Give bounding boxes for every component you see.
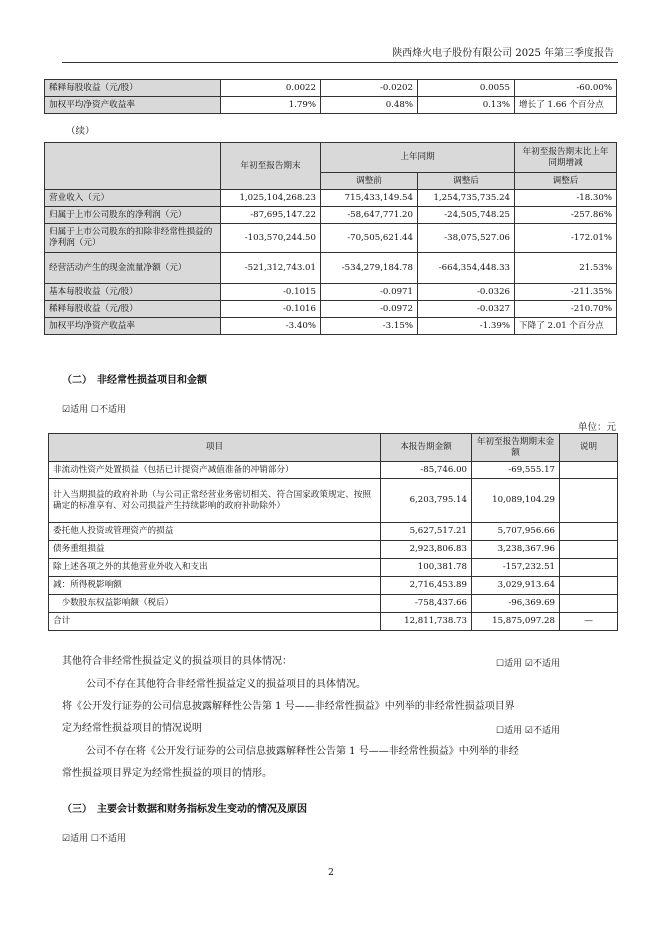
report-header-title: 陕西烽火电子股份有限公司 2025 年第三季度报告 [392,48,614,59]
cell-value: -0.0326 [418,284,515,301]
cell-value: -0.0202 [321,80,418,97]
header-ytd-period: 年初至报告期期末金额 [472,434,560,462]
cell-value: -96,369.69 [472,595,560,613]
changes-checkbox-group[interactable]: ☑适用 ☐不适用 [62,834,126,844]
other-items-text: 公司不存在其他符合非经常性损益定义的损益项目的具体情况。 [86,679,366,690]
header-note: 说明 [560,434,618,462]
table-row [49,479,618,523]
cell-value: 1,025,104,268.23 [221,190,321,207]
cell-note [560,559,618,577]
cell-note [560,577,618,595]
applicable-checkbox-group[interactable]: ☑适用 ☐不适用 [62,405,126,415]
cell-note [560,541,618,559]
cell-value: 3,029,913.64 [472,577,560,595]
reclass-statement-line2: 常性损益项目界定为经常性损益的项目的情形。 [62,768,272,779]
reclass-text-line1: 将《公开发行证券的公司信息披露解释性公告第 1 号——非经常性损益》中列举的非经常性损益项目界 [62,701,515,712]
header-blank [45,143,221,190]
ytd-metrics-table [44,142,617,335]
cell-value: -60.00% [515,80,617,97]
item-label: 减：所得税影响额 [49,577,381,595]
cell-value: 12,811,738.73 [381,613,472,631]
other-items-checkbox-group[interactable]: ☐适用 ☑不适用 [496,659,560,669]
cell-value: -534,279,184.78 [321,253,418,284]
row-label: 加权平均净资产收益率 [45,318,221,335]
row-label: 经营活动产生的现金流量净额（元） [45,253,221,284]
header-ytd: 年初至报告期末 [221,143,321,190]
header-change-after: 调整后 [515,173,617,190]
cell-value: -0.1015 [221,284,321,301]
row-label: 加权平均净资产收益率 [45,97,221,114]
cell-value: -69,555.17 [472,462,560,479]
header-item: 项目 [49,434,381,462]
cell-value: -24,505,748.25 [418,207,515,224]
table-header-row [49,434,618,462]
table-header-row [45,143,617,173]
cell-value: 1.79% [221,97,321,114]
cell-value: 5,707,956.66 [472,523,560,541]
item-label: 债务重组损益 [49,541,381,559]
cell-value: 21.53% [515,253,617,284]
cell-value: -758,437.66 [381,595,472,613]
table-row [49,523,618,541]
table-row [45,97,617,114]
reclass-text-line2: 定为经常性损益项目的情况说明 [62,723,202,734]
section-heading-nonrecurring: （二） 非经常性损益项目和金额 [62,375,207,386]
cell-value: -210.70% [515,301,617,318]
cell-value: 0.0055 [418,80,515,97]
cell-value: 下降了 2.01 个百分点 [515,318,617,335]
cell-value: 0.48% [321,97,418,114]
cell-note [560,479,618,523]
cell-note [560,462,618,479]
cell-value: -58,647,771.20 [321,207,418,224]
cell-value: -0.1016 [221,301,321,318]
cell-value: -87,695,147.22 [221,207,321,224]
cell-note [560,595,618,613]
item-label: 少数股东权益影响额（税后） [49,595,381,613]
cell-value: -521,312,743.01 [221,253,321,284]
reclass-statement-line1: 公司不存在将《公开发行证券的公司信息披露解释性公告第 1 号——非经常性损益》中列举的非经 [86,746,519,757]
cell-value: 1,254,735,735.24 [418,190,515,207]
header-divider [62,62,618,63]
item-label: 合计 [49,613,381,631]
unit-label: 单位：元 [577,422,616,433]
item-label: 计入当期损益的政府补助（与公司正常经营业务密切相关、符合国家政策规定、按照确定的标准享有、对公司损益产生持续影响的政府补助除外） [49,479,381,523]
cell-value: 2,923,806.83 [381,541,472,559]
cell-value: -70,505,621.44 [321,224,418,253]
cell-value: -257.86% [515,207,617,224]
cell-value: 3,238,367.96 [472,541,560,559]
top-metrics-table [44,79,617,114]
cell-value: 15,875,097.28 [472,613,560,631]
table-row [45,207,617,224]
header-change: 年初至报告期末比上年同期增减 [515,143,617,173]
item-label: 非流动性资产处置损益（包括已计提资产减值准备的冲销部分） [49,462,381,479]
cell-value: 6,203,795.14 [381,479,472,523]
row-label: 归属于上市公司股东的净利润（元） [45,207,221,224]
cell-note: — [560,613,618,631]
cell-value: -3.40% [221,318,321,335]
table-row [49,595,618,613]
cell-value: -211.35% [515,284,617,301]
header-before-adjust: 调整前 [321,173,418,190]
cell-note [560,523,618,541]
row-label: 稀释每股收益（元/股） [45,301,221,318]
cell-value: -157,232.51 [472,559,560,577]
table-row-total [49,613,618,631]
table-row [45,224,617,253]
cell-value: 增长了 1.66 个百分点 [515,97,617,114]
table-row [45,284,617,301]
cell-value: -0.0971 [321,284,418,301]
item-label: 委托他人投资或管理资产的损益 [49,523,381,541]
cell-value: -38,075,527.06 [418,224,515,253]
cell-value: -0.0327 [418,301,515,318]
row-label: 稀释每股收益（元/股） [45,80,221,97]
section-heading-changes: （三） 主要会计数据和财务指标发生变动的情况及原因 [62,804,307,815]
cell-value: -172.01% [515,224,617,253]
table-row [45,80,617,97]
cell-value: 0.0022 [221,80,321,97]
table-row [49,559,618,577]
other-items-label: 其他符合非经常性损益定义的损益项目的具体情况： [62,656,292,667]
row-label: 营业收入（元） [45,190,221,207]
item-label: 除上述各项之外的其他营业外收入和支出 [49,559,381,577]
row-label: 归属于上市公司股东的扣除非经常性损益的净利润（元） [45,224,221,253]
header-current-period: 本报告期金额 [381,434,472,462]
cell-value: -103,570,244.50 [221,224,321,253]
table-row [45,190,617,207]
page-number: 2 [328,868,334,878]
table-row [49,541,618,559]
cell-value: 100,381.78 [381,559,472,577]
table-row [49,577,618,595]
cell-value: 5,627,517.21 [381,523,472,541]
cell-value: 2,716,453.89 [381,577,472,595]
cell-value: 715,433,149.54 [321,190,418,207]
header-after-adjust: 调整后 [418,173,515,190]
nonrecurring-items-table [48,433,618,631]
cell-value: -85,746.00 [381,462,472,479]
cell-value: -664,354,448.33 [418,253,515,284]
reclass-checkbox-group[interactable]: ☐适用 ☑不适用 [496,726,560,736]
cell-value: 10,089,104.29 [472,479,560,523]
table-row [45,253,617,284]
cell-value: 0.13% [418,97,515,114]
continued-label: （续） [66,126,95,137]
cell-value: -3.15% [321,318,418,335]
table-row [45,301,617,318]
table-row [49,462,618,479]
cell-value: -0.0972 [321,301,418,318]
table-row [45,318,617,335]
cell-value: -18.30% [515,190,617,207]
row-label: 基本每股收益（元/股） [45,284,221,301]
cell-value: -1.39% [418,318,515,335]
header-prior-period: 上年同期 [321,143,515,173]
